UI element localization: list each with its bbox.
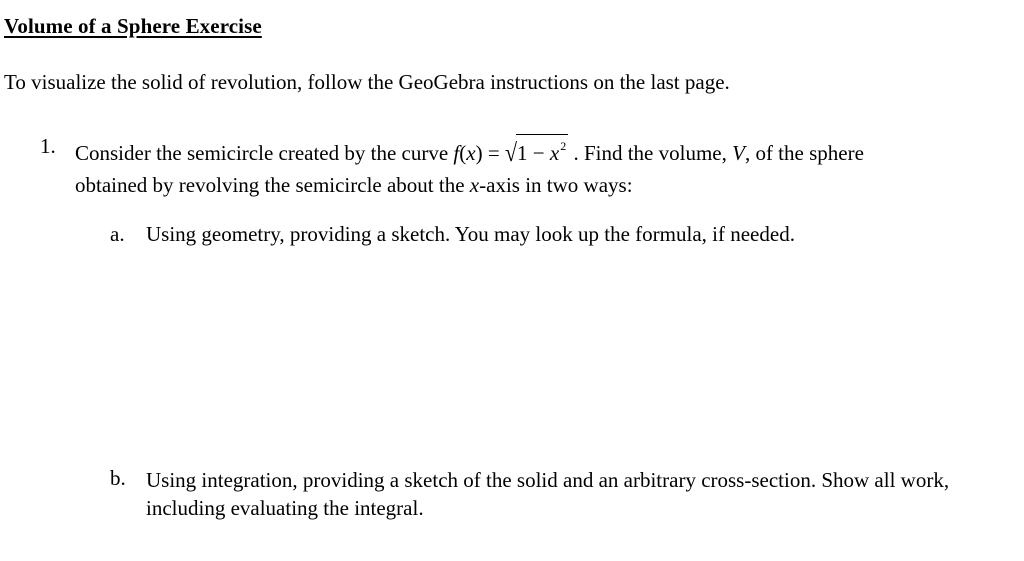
question-line-1 bbox=[75, 134, 1015, 169]
part-b-text: Using integration, providing a sketch of the solid and an arbitrary cross-section. Show all work, including evaluating the integral. bbox=[146, 468, 950, 520]
function-name: f bbox=[453, 141, 460, 165]
part-a-text: Using geometry, providing a sketch. You may look up the formula, if needed. bbox=[146, 222, 795, 246]
volume-variable: V bbox=[732, 141, 745, 165]
axis-variable: x bbox=[469, 173, 480, 197]
question-line-2 bbox=[75, 169, 1015, 201]
question-text bbox=[75, 134, 1015, 201]
radicand-variable: x bbox=[549, 141, 560, 165]
question-after-volume: , of the sphere bbox=[744, 141, 864, 165]
exponent: 2 bbox=[560, 139, 567, 153]
radicand bbox=[516, 134, 568, 164]
line2-before: obtained by revolving the semicircle about the bbox=[75, 173, 470, 197]
question-number: 1. bbox=[40, 134, 56, 158]
question-lead-text: Consider the semicircle created by the curve bbox=[75, 141, 454, 165]
radical-sign: √ bbox=[504, 138, 518, 167]
function-formula bbox=[453, 134, 568, 169]
radicand-constant: 1 − bbox=[517, 141, 550, 165]
line2-after: -axis in two ways: bbox=[479, 173, 633, 197]
question-after-math: . Find the volume, bbox=[568, 141, 733, 165]
square-root bbox=[505, 134, 568, 169]
part-a-label: a. bbox=[110, 222, 125, 246]
close-paren-equals: ) = bbox=[475, 141, 505, 165]
open-paren: ( bbox=[459, 141, 467, 165]
part-b-label: b. bbox=[110, 466, 126, 490]
intro-paragraph: To visualize the solid of revolution, follow the GeoGebra instructions on the last page. bbox=[4, 70, 730, 94]
page-title: Volume of a Sphere Exercise bbox=[4, 14, 262, 38]
function-variable: x bbox=[466, 141, 476, 165]
